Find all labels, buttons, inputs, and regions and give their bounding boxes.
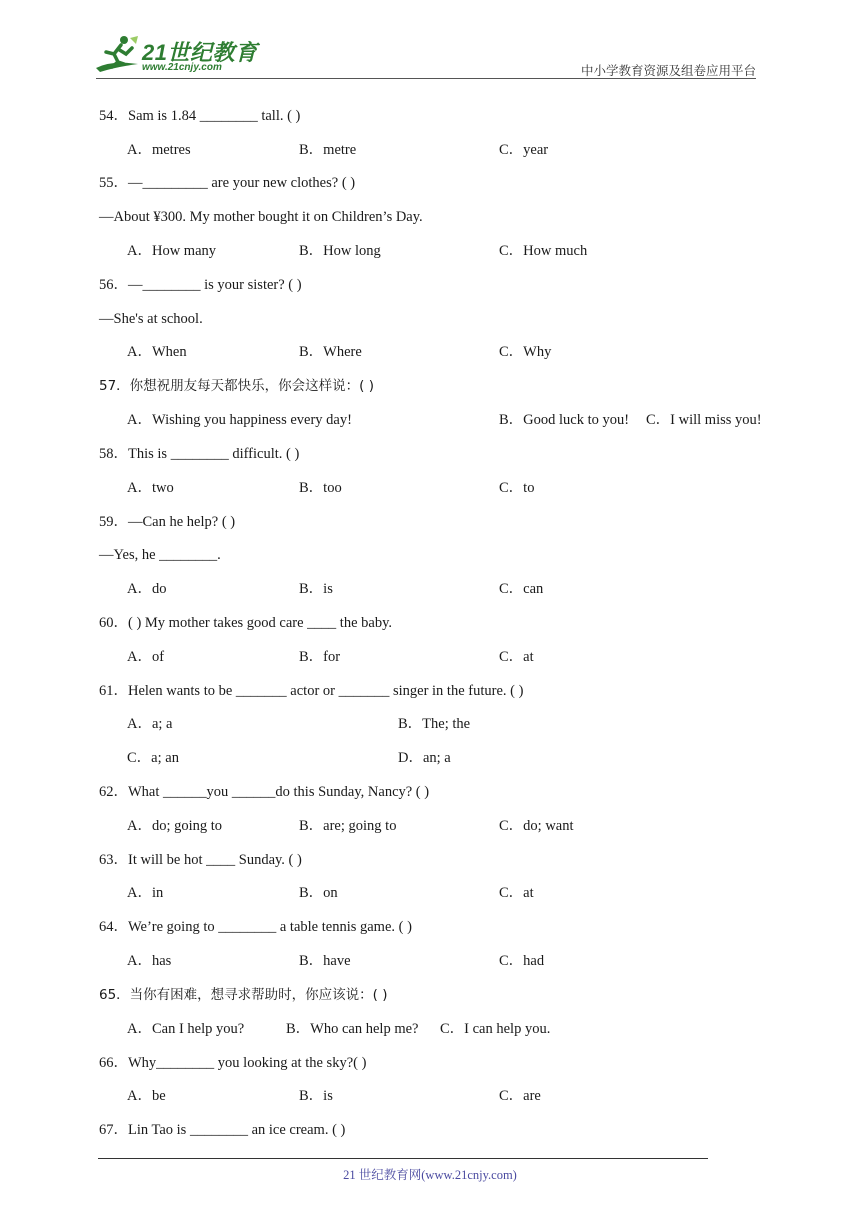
question-58: 58．This is ________ difficult. ( )	[99, 446, 300, 462]
option-57-c: C．I will miss you!	[646, 412, 762, 428]
option-61-a: A．a; a	[127, 716, 173, 732]
question-55: 55．—_________ are your new clothes? ( )	[99, 175, 356, 191]
question-57: 57．你想祝朋友每天都快乐，你会这样说：( )	[99, 378, 375, 394]
runner-logo-icon	[94, 34, 142, 76]
option-55-c: C．How much	[499, 243, 588, 259]
site-logo	[94, 34, 264, 76]
option-55-b: B．How long	[299, 243, 381, 259]
option-65-b: B．Who can help me?	[286, 1021, 419, 1037]
question-59-answer-line: —Yes, he ________.	[99, 547, 221, 563]
option-63-a: A．in	[127, 885, 164, 901]
option-54-a: A．metres	[127, 142, 191, 158]
question-55-answer-line: —About ¥300. My mother bought it on Children’s Day.	[99, 209, 423, 225]
option-55-a: A．How many	[127, 243, 217, 259]
logo-url: www.21cnjy.com	[142, 62, 222, 73]
question-65: 65．当你有困难，想寻求帮助时，你应该说：( )	[99, 987, 388, 1003]
option-57-a: A．Wishing you happiness every day!	[127, 412, 352, 428]
option-59-a: A．do	[127, 581, 167, 597]
option-60-c: C．at	[499, 649, 534, 665]
question-67: 67．Lin Tao is ________ an ice cream. ( )	[99, 1122, 346, 1138]
page-footer: 21 世纪教育网(www.21cnjy.com)	[343, 1168, 517, 1182]
question-61: 61．Helen wants to be _______ actor or _______ singer in the future. ( )	[99, 683, 524, 699]
question-66: 66．Why________ you looking at the sky?( )	[99, 1055, 367, 1071]
option-60-b: B．for	[299, 649, 341, 665]
page-header	[0, 0, 860, 80]
option-61-c: C．a; an	[127, 750, 179, 766]
question-59: 59．—Can he help? ( )	[99, 514, 236, 530]
option-56-b: B．Where	[299, 344, 362, 360]
option-60-a: A．of	[127, 649, 165, 665]
option-58-a: A．two	[127, 480, 174, 496]
option-54-c: C．year	[499, 142, 549, 158]
option-62-a: A．do; going to	[127, 818, 223, 834]
question-56-answer-line: —She's at school.	[99, 311, 203, 327]
question-60: 60．( ) My mother takes good care ____ the baby.	[99, 615, 393, 631]
option-62-b: B．are; going to	[299, 818, 397, 834]
question-56: 56．—________ is your sister? ( )	[99, 277, 302, 293]
option-61-b: B．The; the	[398, 716, 471, 732]
option-56-c: C．Why	[499, 344, 552, 360]
option-62-c: C．do; want	[499, 818, 574, 834]
option-58-c: C．to	[499, 480, 535, 496]
option-65-a: A．Can I help you?	[127, 1021, 245, 1037]
option-63-c: C．at	[499, 885, 534, 901]
footer-divider	[98, 1158, 708, 1159]
option-65-c: C．I can help you.	[440, 1021, 551, 1037]
question-62: 62．What ______you ______do this Sunday, Nancy? ( )	[99, 784, 430, 800]
option-59-b: B．is	[299, 581, 333, 597]
option-63-b: B．on	[299, 885, 338, 901]
question-54: 54．Sam is 1.84 ________ tall. ( )	[99, 108, 301, 124]
option-64-c: C．had	[499, 953, 545, 969]
option-59-c: C．can	[499, 581, 544, 597]
option-64-a: A．has	[127, 953, 172, 969]
question-64: 64．We’re going to ________ a table tennis game. ( )	[99, 919, 412, 935]
option-64-b: B．have	[299, 953, 351, 969]
platform-name: 中小学教育资源及组卷应用平台	[580, 63, 756, 78]
option-66-b: B．is	[299, 1088, 333, 1104]
option-61-d: D．an; a	[398, 750, 451, 766]
option-66-c: C．are	[499, 1088, 541, 1104]
header-divider	[96, 78, 756, 79]
option-54-b: B．metre	[299, 142, 357, 158]
question-63: 63．It will be hot ____ Sunday. ( )	[99, 852, 302, 868]
option-58-b: B．too	[299, 480, 342, 496]
option-66-a: A．be	[127, 1088, 166, 1104]
option-57-b: B．Good luck to you!	[499, 412, 630, 428]
option-56-a: A．When	[127, 344, 187, 360]
logo-text: 21世纪教育	[142, 40, 258, 65]
